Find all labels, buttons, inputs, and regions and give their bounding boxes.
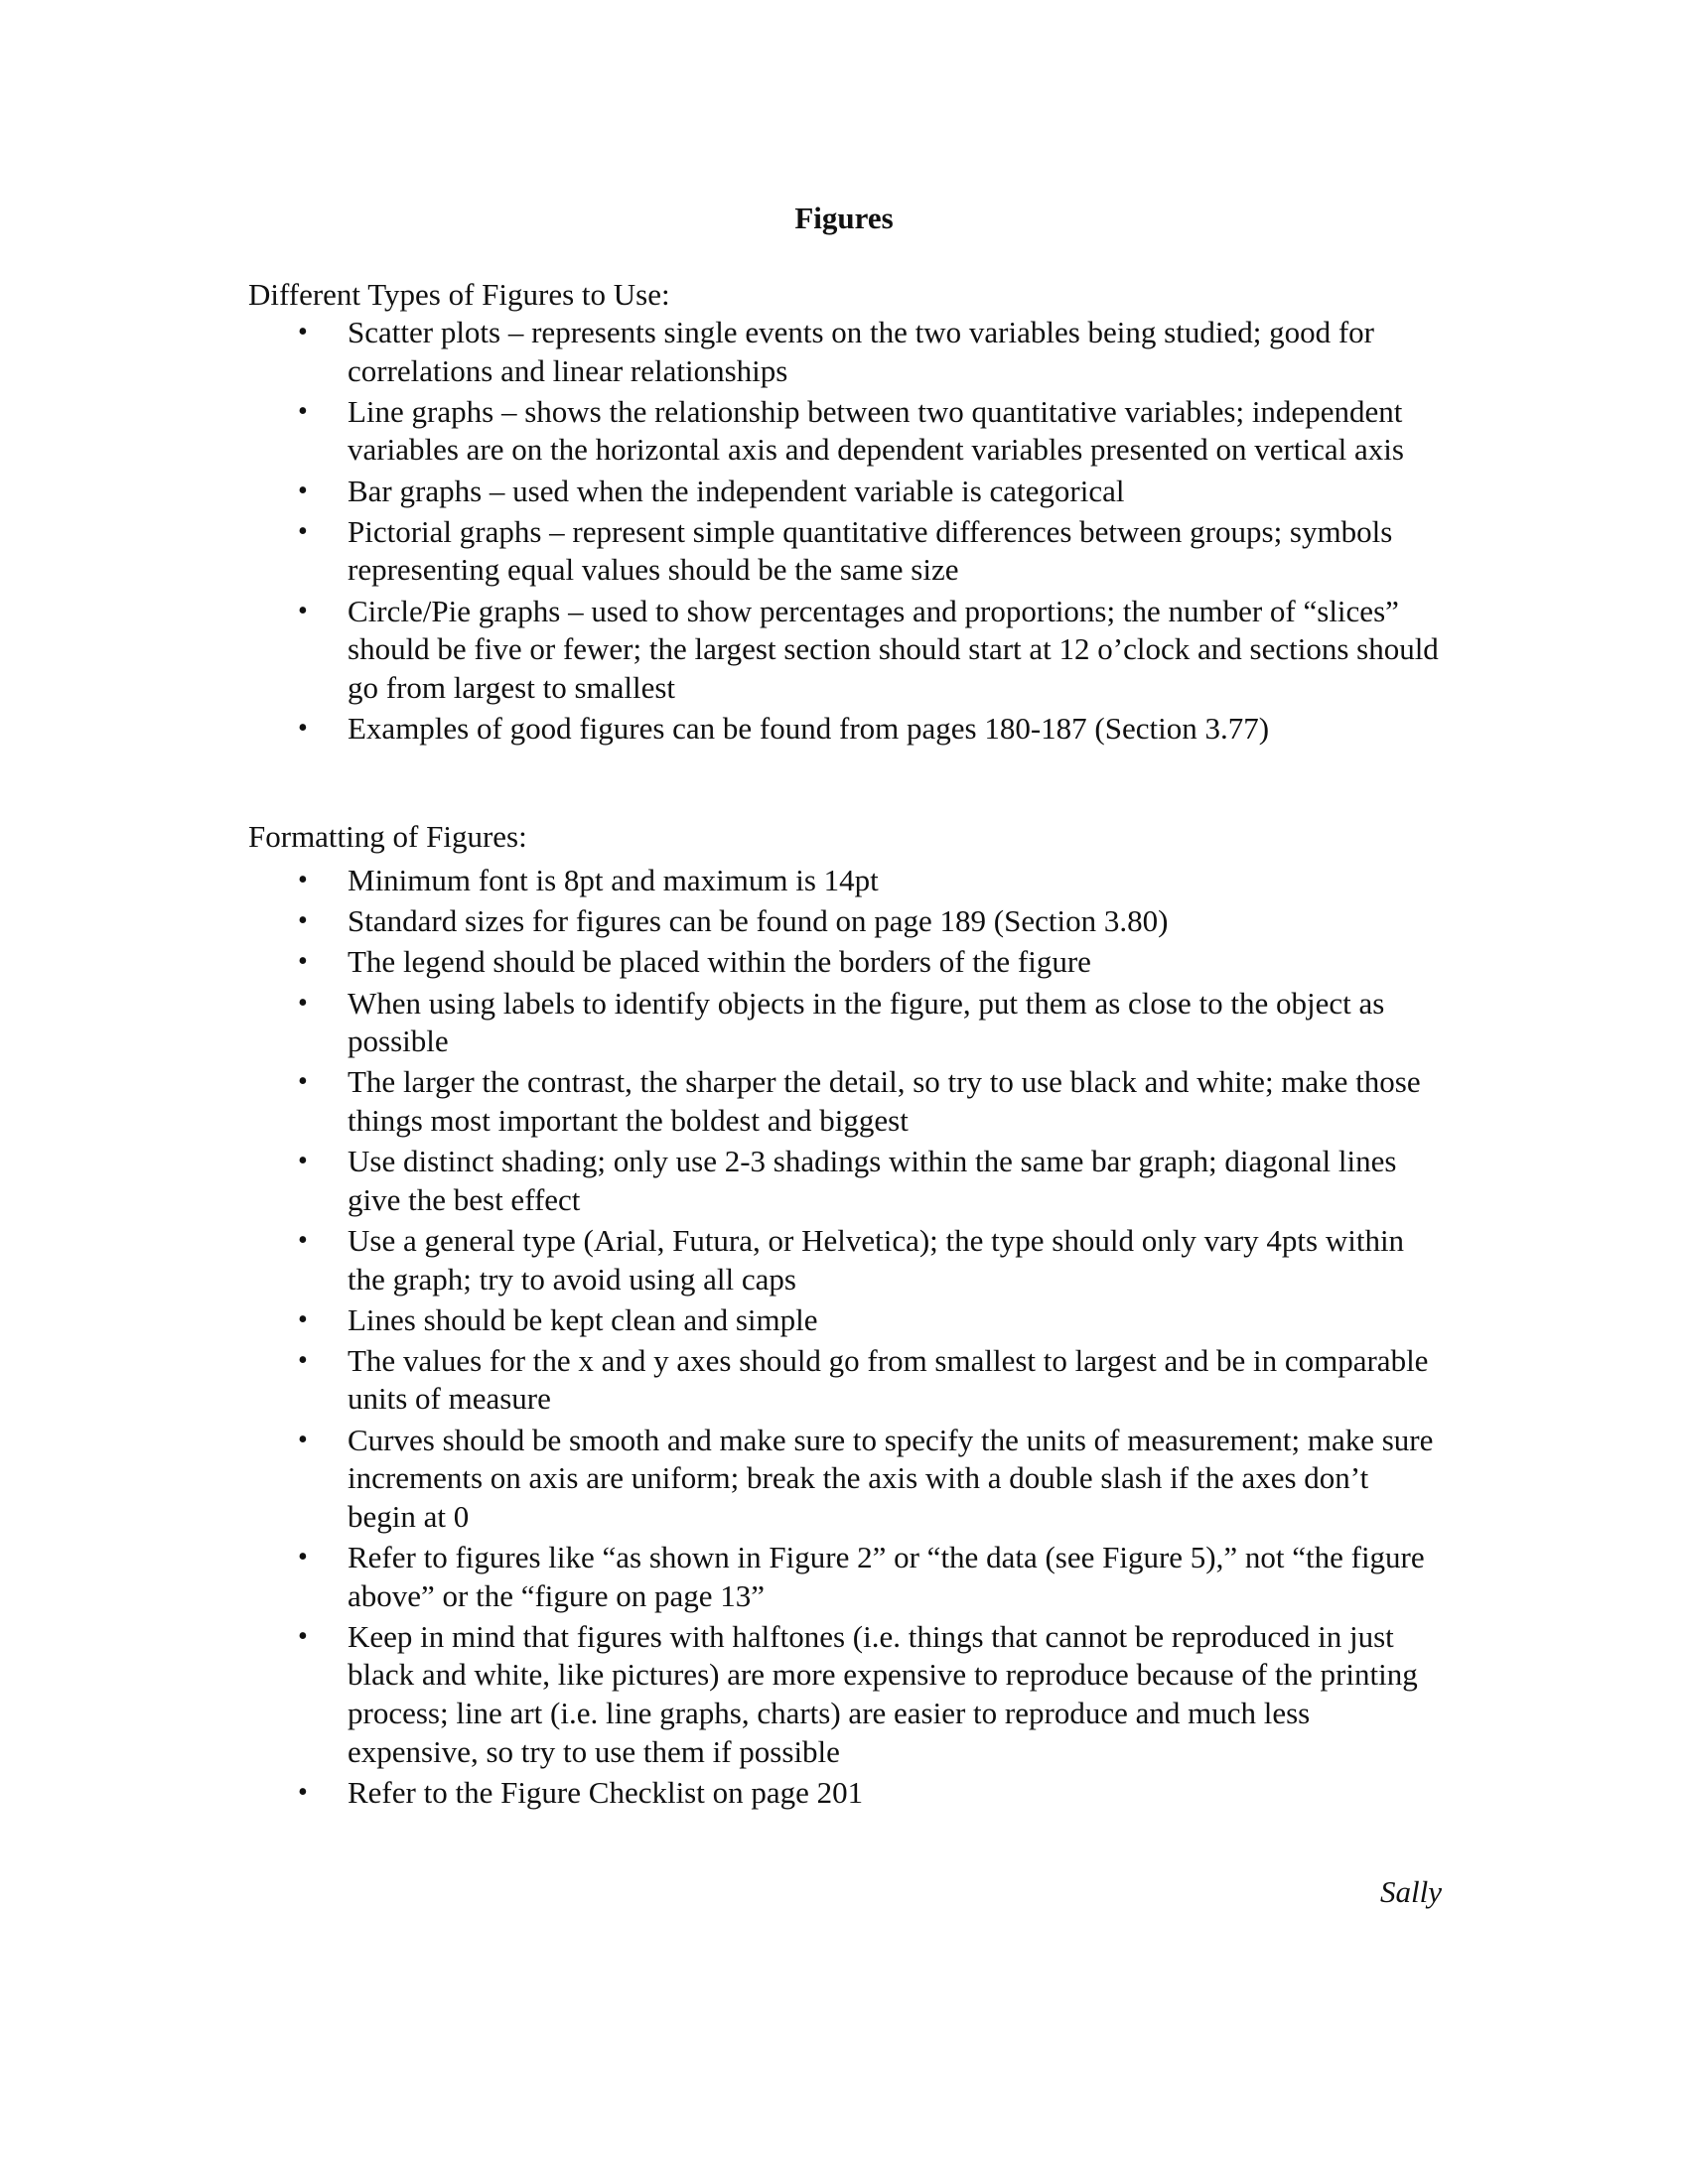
bullet-icon: • <box>298 1224 308 1256</box>
bullet-icon: • <box>298 595 308 626</box>
list-item-text: Use distinct shading; only use 2-3 shadings within the same bar graph; diagonal lines give the best effect <box>348 1144 1397 1217</box>
list-item-text: Line graphs – shows the relationship between two quantitative variables; independent variables are on the horizontal axis and dependent variables presented on vertical axis <box>348 393 1404 468</box>
bullet-icon: • <box>298 395 308 427</box>
list-item-text: Circle/Pie graphs – used to show percentages and proportions; the number of “slices” should be five or fewer; the largest section should start at 12 o’clock and sections should go from largest to smallest <box>348 593 1439 705</box>
list-item <box>0 1063 1440 1140</box>
list-item-text: Use a general type (Arial, Futura, or Helvetica); the type should only vary 4pts within the graph; try to avoid using all caps <box>348 1222 1405 1297</box>
bullet-icon: • <box>298 946 308 978</box>
list-item <box>0 314 1440 390</box>
bullet-icon: • <box>298 987 308 1019</box>
list-item-text: The legend should be placed within the borders of the figure <box>348 944 1091 980</box>
list-item-text: Pictorial graphs – represent simple quantitative differences between groups; symbols representing equal values should be the same size <box>348 513 1393 588</box>
list-item-text: Minimum font is 8pt and maximum is 14pt <box>348 863 879 897</box>
bullet-icon: • <box>298 317 308 347</box>
list-item-text: Lines should be kept clean and simple <box>348 1301 818 1337</box>
list-item <box>0 1539 1440 1615</box>
section-heading-figure-types: Different Types of Figures to Use: <box>248 277 670 312</box>
bullet-icon: • <box>298 1146 308 1177</box>
bullet-icon: • <box>298 1424 308 1455</box>
bullet-icon: • <box>298 865 308 895</box>
list-item <box>0 393 1440 470</box>
list-item <box>0 473 1440 511</box>
list-item-text: Scatter plots – represents single events on the two variables being studied; good for correlations and linear relationships <box>348 315 1374 388</box>
list-item <box>0 1222 1440 1298</box>
list-item <box>0 710 1440 749</box>
list-item-text: Curves should be smooth and make sure to specify the units of measurement; make sure increments on axis are uniform; break the axis with a double slash if the axes don’t begin at 0 <box>348 1422 1434 1534</box>
list-item <box>0 985 1440 1061</box>
list-item-text: Bar graphs – used when the independent variable is categorical <box>348 473 1125 508</box>
list-item <box>0 513 1440 590</box>
list-item <box>0 943 1440 982</box>
list-item-text: When using labels to identify objects in the figure, put them as close to the object as possible <box>348 985 1385 1059</box>
list-item <box>0 593 1440 708</box>
list-item-text: The values for the x and y axes should go from smallest to largest and be in comparable units of measure <box>348 1342 1429 1417</box>
list-item-text: Examples of good figures can be found from pages 180-187 (Section 3.77) <box>348 710 1270 746</box>
list-item <box>0 1618 1440 1771</box>
list-item <box>0 1774 1440 1813</box>
figure-types-list <box>0 314 1688 751</box>
bullet-icon: • <box>298 712 308 744</box>
list-item-text: Standard sizes for figures can be found on page 189 (Section 3.80) <box>348 903 1169 939</box>
bullet-icon: • <box>298 1542 308 1573</box>
list-item <box>0 1342 1440 1419</box>
list-item-text: Refer to the Figure Checklist on page 201 <box>348 1774 864 1810</box>
list-item-text: Keep in mind that figures with halftones (i.e. things that cannot be reproduced in just black and white, like pictures) are more expensive to reproduce because of the printing process; line art (i.e. line graphs, charts) are easier to reproduce and much less expensive, so try to use them if possible <box>348 1618 1418 1769</box>
list-item-text: Refer to figures like “as shown in Figure 2” or “the data (see Figure 5),” not “the figure above” or the “figure on page 13” <box>348 1540 1425 1613</box>
bullet-icon: • <box>298 1066 308 1098</box>
bullet-icon: • <box>298 1344 308 1376</box>
bullet-icon: • <box>298 515 308 547</box>
bullet-icon: • <box>298 475 308 506</box>
bullet-icon: • <box>298 1303 308 1335</box>
list-item-text: The larger the contrast, the sharper the detail, so try to use black and white; make those things most important the boldest and biggest <box>348 1064 1421 1138</box>
list-item <box>0 902 1440 941</box>
list-item <box>0 1422 1440 1537</box>
list-item <box>0 1301 1440 1340</box>
bullet-icon: • <box>298 1776 308 1808</box>
bullet-icon: • <box>298 905 308 937</box>
bullet-icon: • <box>298 1620 308 1652</box>
list-item <box>0 1143 1440 1219</box>
list-item <box>0 862 1440 900</box>
section-heading-formatting: Formatting of Figures: <box>248 819 527 854</box>
formatting-list <box>0 862 1688 1815</box>
author-signature: Sally <box>1380 1874 1442 1909</box>
page-title: Figures <box>794 201 894 235</box>
